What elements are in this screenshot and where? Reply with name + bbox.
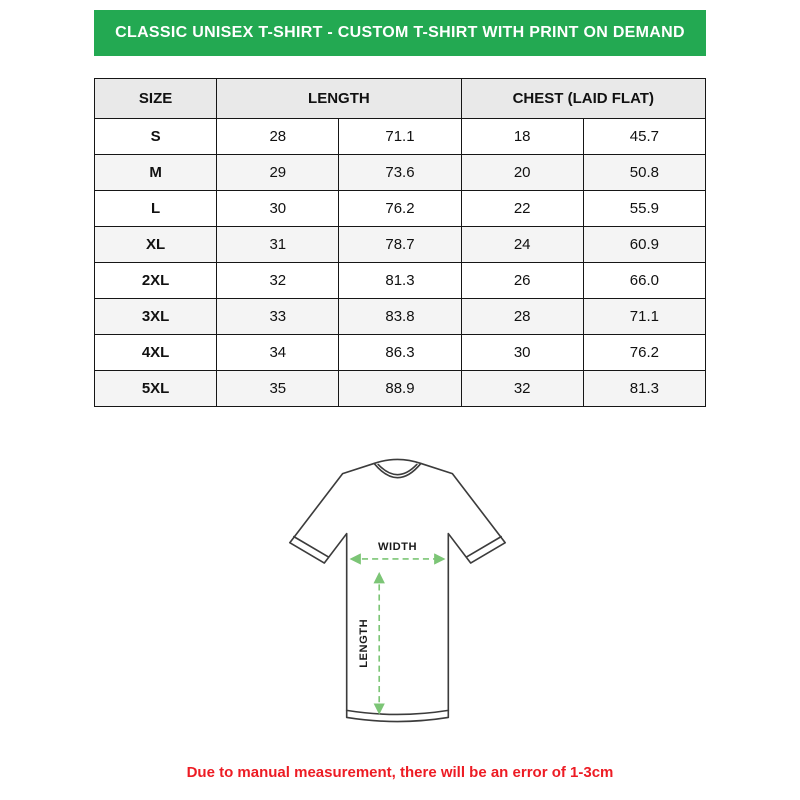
- cell-chest-in: 26: [461, 263, 583, 299]
- cell-length-in: 34: [217, 335, 339, 371]
- measurement-note: Due to manual measurement, there will be an error of 1-3cm: [186, 764, 614, 781]
- cell-chest-cm: 81.3: [583, 371, 705, 407]
- cell-chest-in: 30: [461, 335, 583, 371]
- cell-size: L: [95, 191, 217, 227]
- cell-length-cm: 83.8: [339, 299, 461, 335]
- cell-length-cm: 71.1: [339, 119, 461, 155]
- size-row: [95, 299, 706, 335]
- size-row: [95, 227, 706, 263]
- size-row: [95, 191, 706, 227]
- cell-size: 3XL: [95, 299, 217, 335]
- cell-chest-cm: 45.7: [583, 119, 705, 155]
- tshirt-outline: [290, 459, 505, 721]
- cell-length-cm: 86.3: [339, 335, 461, 371]
- cell-length-in: 28: [217, 119, 339, 155]
- cell-chest-in: 24: [461, 227, 583, 263]
- chest-header: CHEST (LAID FLAT): [461, 79, 705, 119]
- size-header: SIZE: [95, 79, 217, 119]
- length-label: LENGTH: [358, 618, 371, 668]
- width-label: WIDTH: [377, 540, 418, 553]
- banner-title: CLASSIC UNISEX T-SHIRT - CUSTOM T-SHIRT WITH PRINT ON DEMAND: [94, 10, 706, 56]
- cell-length-in: 31: [217, 227, 339, 263]
- cell-length-cm: 81.3: [339, 263, 461, 299]
- cell-chest-cm: 66.0: [583, 263, 705, 299]
- cell-size: XL: [95, 227, 217, 263]
- cell-chest-in: 22: [461, 191, 583, 227]
- cell-chest-in: 32: [461, 371, 583, 407]
- cell-chest-cm: 55.9: [583, 191, 705, 227]
- size-row: [95, 155, 706, 191]
- cell-length-cm: 73.6: [339, 155, 461, 191]
- cell-length-in: 29: [217, 155, 339, 191]
- cell-length-in: 33: [217, 299, 339, 335]
- size-row: [95, 119, 706, 155]
- cell-length-in: 30: [217, 191, 339, 227]
- size-chart-table: [94, 78, 706, 407]
- length-header: LENGTH: [217, 79, 461, 119]
- cell-chest-cm: 71.1: [583, 299, 705, 335]
- cell-size: S: [95, 119, 217, 155]
- tshirt-measurement-diagram: [245, 435, 555, 750]
- cell-length-in: 35: [217, 371, 339, 407]
- cell-size: 2XL: [95, 263, 217, 299]
- cell-size: 4XL: [95, 335, 217, 371]
- cell-length-cm: 88.9: [339, 371, 461, 407]
- cell-chest-in: 18: [461, 119, 583, 155]
- cell-length-cm: 76.2: [339, 191, 461, 227]
- cell-length-cm: 78.7: [339, 227, 461, 263]
- cell-chest-in: 20: [461, 155, 583, 191]
- cell-chest-cm: 60.9: [583, 227, 705, 263]
- cell-size: 5XL: [95, 371, 217, 407]
- size-row: [95, 371, 706, 407]
- tshirt-diagram-svg: [245, 435, 550, 750]
- cell-chest-cm: 76.2: [583, 335, 705, 371]
- size-row: [95, 263, 706, 299]
- header-row: [95, 79, 706, 119]
- cell-length-in: 32: [217, 263, 339, 299]
- cell-chest-cm: 50.8: [583, 155, 705, 191]
- cell-size: M: [95, 155, 217, 191]
- cell-chest-in: 28: [461, 299, 583, 335]
- size-row: [95, 335, 706, 371]
